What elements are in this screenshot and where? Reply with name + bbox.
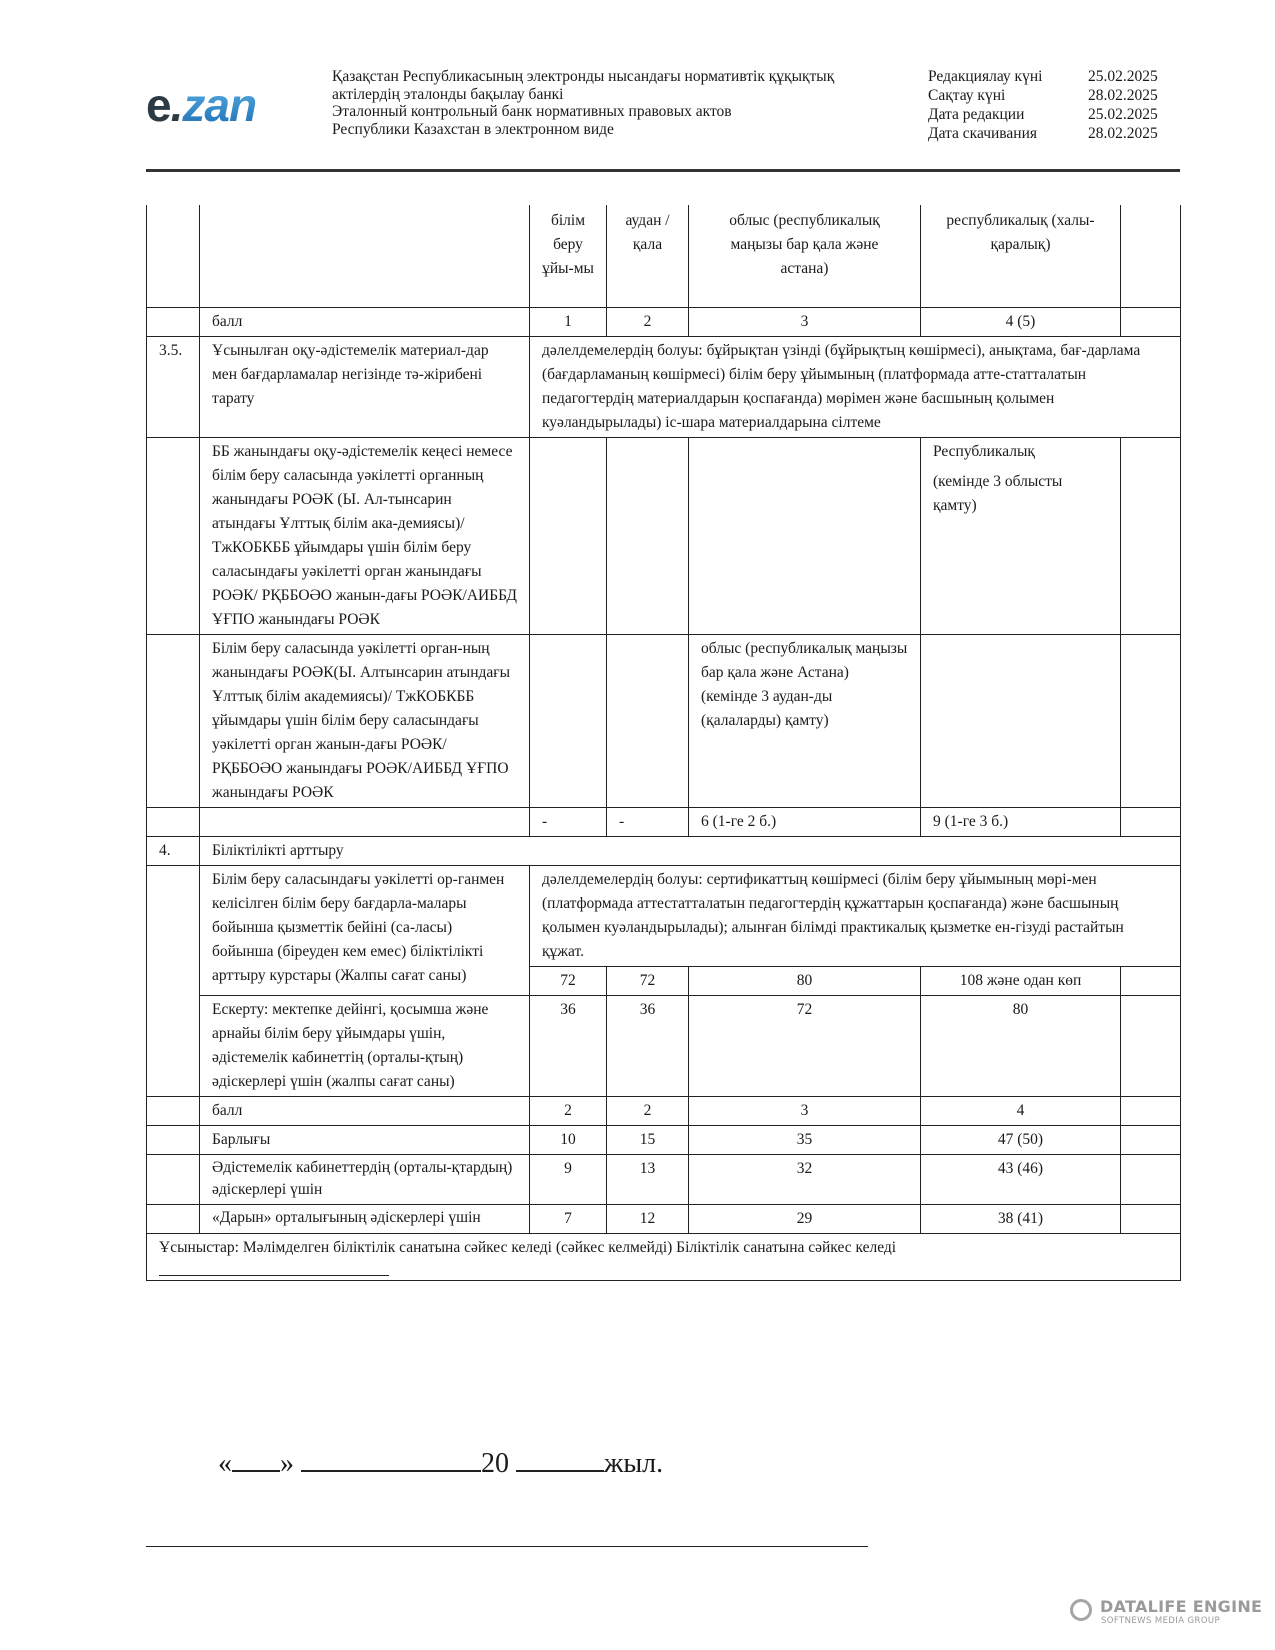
cell-empty <box>147 865 200 1096</box>
score-value: - <box>607 807 689 836</box>
ezan-logo <box>146 78 256 132</box>
header-republic: республикалық (халы-қаралық) <box>921 205 1121 307</box>
date-label: Сақтау күні <box>928 87 1006 104</box>
total-label: «Дарын» орталығының әдіскерлері үшін <box>200 1204 530 1233</box>
month-blank[interactable] <box>301 1464 481 1472</box>
total-value: 29 <box>689 1204 921 1233</box>
year-prefix: 20 <box>481 1448 509 1479</box>
score-value: 3 <box>689 1096 921 1125</box>
total-value: 15 <box>607 1125 689 1154</box>
criteria-table <box>146 205 1181 1281</box>
hours-value: 72 <box>607 966 689 995</box>
header-title-line: актілердің эталонды бақылау банкі <box>332 85 564 103</box>
total-row <box>147 1125 1181 1154</box>
date-row <box>928 86 1158 105</box>
cell-empty <box>1121 1204 1181 1233</box>
score-value: 2 <box>607 307 689 336</box>
date-row <box>928 105 1158 124</box>
cell-empty <box>1121 437 1181 634</box>
total-row <box>147 1154 1181 1204</box>
total-value: 13 <box>607 1154 689 1204</box>
section-number: 3.5. <box>147 336 200 437</box>
region-cell: облыс (республикалық маңызы бар қала және Астана) (кемінде 3 аудан-ды (қалаларды) қамту) <box>689 634 921 807</box>
datalife-logo-icon <box>1070 1599 1092 1621</box>
recommendations-blank[interactable] <box>159 1265 389 1276</box>
score-row <box>147 307 1181 336</box>
watermark-sub: SOFTNEWS MEDIA GROUP <box>1101 1616 1221 1626</box>
row-description: Білім беру саласында уәкілетті орган-ның жанындағы РОӘК(Ы. Алтынсарин атындағы Ұлттық білім академиясы)/ ТжКОБКББ ұйымдары үшін білім беру саласындағы уәкілетті орган жанын-дағы РОӘК/ РҚББОӘО жанындағы РОӘК/АИББД ҰҒПО жанындағы РОӘК <box>200 634 530 807</box>
section-3-5-authority-row <box>147 634 1181 807</box>
cell-empty <box>1121 634 1181 807</box>
score-value: 2 <box>607 1096 689 1125</box>
signature-line[interactable] <box>146 1546 868 1547</box>
cell-empty <box>1121 205 1181 307</box>
score-value: 4 (5) <box>921 307 1121 336</box>
hours-value: 72 <box>689 995 921 1096</box>
cell-empty <box>1121 307 1181 336</box>
cell-empty <box>200 807 530 836</box>
logo-zan: zan <box>182 79 257 131</box>
total-value: 9 <box>530 1154 607 1204</box>
section-evidence: дәлелдемелердің болуы: сертификаттың көшірмесі (білім беру ұйымының мөрі-мен (платформада аттестатталатын педагогтердің құжаттарын қоспағанда) және басшының қолымен куәландырылады); алынған білімді практикалық қызметке ен-гізуді растайтын құжат. <box>530 865 1181 966</box>
cell-empty <box>147 205 200 307</box>
hours-value: 80 <box>921 995 1121 1096</box>
cell-empty <box>147 1204 200 1233</box>
section-3-5-council-row <box>147 437 1181 634</box>
total-value: 12 <box>607 1204 689 1233</box>
date-value: 28.02.2025 <box>1088 87 1158 104</box>
header-dates <box>928 67 1158 143</box>
section-evidence: дәлелдемелердің болуы: бұйрықтан үзінді (бұйрықтың көшірмесі), анықтама, бағ-дарлама (бағдарламаның көшірмесі) білім беру ұйымының (платформада атте-статталатын педагогтердің материалдарын қоспағанда) мөрімен және басшының қолымен куәландырылады) іс-шара материалдарына сілтеме <box>530 336 1181 437</box>
header-district: аудан /қала <box>607 205 689 307</box>
total-label: Барлығы <box>200 1125 530 1154</box>
cell-empty <box>147 634 200 807</box>
total-value: 35 <box>689 1125 921 1154</box>
cell-empty <box>1121 1096 1181 1125</box>
total-value: 7 <box>530 1204 607 1233</box>
section-number: 4. <box>147 836 200 865</box>
header-title <box>332 68 834 138</box>
day-blank[interactable] <box>232 1464 280 1472</box>
section-4-courses-row <box>147 865 1181 966</box>
republic-coverage: (кемінде 3 облысты қамту) <box>933 472 1063 514</box>
score-label: балл <box>200 307 530 336</box>
logo-dot: . <box>170 79 183 131</box>
date-row <box>928 124 1158 143</box>
date-value: 25.02.2025 <box>1088 106 1158 123</box>
hours-value: 80 <box>689 966 921 995</box>
cell-empty <box>147 807 200 836</box>
score-value: 1 <box>530 307 607 336</box>
cell-empty <box>147 307 200 336</box>
date-value: 28.02.2025 <box>1088 125 1158 142</box>
total-value: 32 <box>689 1154 921 1204</box>
cell-empty <box>147 1154 200 1204</box>
recommendations-row <box>147 1233 1181 1280</box>
cell-empty <box>689 437 921 634</box>
hours-value: 36 <box>530 995 607 1096</box>
header-title-line: Республики Казахстан в электронном виде <box>332 120 614 138</box>
hours-value: 36 <box>607 995 689 1096</box>
score-value: 4 <box>921 1096 1121 1125</box>
year-suffix: жыл. <box>604 1448 664 1479</box>
section-4-score-row <box>147 1096 1181 1125</box>
cell-empty <box>530 634 607 807</box>
cell-empty <box>1121 1125 1181 1154</box>
total-value: 38 (41) <box>921 1204 1121 1233</box>
score-value: 3 <box>689 307 921 336</box>
cell-empty <box>1121 1154 1181 1204</box>
header-divider <box>146 169 1180 172</box>
row-description: Білім беру саласындағы уәкілетті ор-ганмен келісілген білім беру бағдарла-малары бойынша қызметтік бейіні (са-ласы) бойынша (біреуден кем емес) біліктілікті арттыру курстары (Жалпы сағат саны) <box>200 865 530 995</box>
hours-value: 108 және одан көп <box>921 966 1121 995</box>
date-value: 25.02.2025 <box>1088 68 1158 85</box>
section-title: Біліктілікті арттыру <box>200 836 1181 865</box>
watermark-name: DATALIFE ENGINE <box>1100 1597 1263 1616</box>
header-title-line: Қазақстан Республикасының электронды нысандағы нормативтік құқықтық <box>332 68 835 85</box>
cell-empty <box>1121 807 1181 836</box>
section-3-5-score-row <box>147 807 1181 836</box>
score-label: балл <box>200 1096 530 1125</box>
republic-cell <box>921 437 1121 634</box>
total-value: 43 (46) <box>921 1154 1121 1204</box>
republic-level: Республикалық <box>933 442 1035 460</box>
total-label: Әдістемелік кабинеттердің (орталы-қтардың) әдіскерлері үшін <box>200 1154 530 1204</box>
recommendations-cell <box>147 1233 1181 1280</box>
section-4-row <box>147 836 1181 865</box>
header-title-line: Эталонный контрольный банк нормативных правовых актов <box>332 103 732 120</box>
header-org: білім беру ұйы-мы <box>530 205 607 307</box>
score-value: 2 <box>530 1096 607 1125</box>
date-label: Дата скачивания <box>928 125 1038 142</box>
total-value: 47 (50) <box>921 1125 1121 1154</box>
total-value: 10 <box>530 1125 607 1154</box>
cell-empty <box>1121 995 1181 1096</box>
date-label: Дата редакции <box>928 106 1025 123</box>
date-row <box>928 67 1158 86</box>
cell-empty <box>607 437 689 634</box>
cell-empty <box>147 1096 200 1125</box>
cell-empty <box>921 634 1121 807</box>
cell-empty <box>1121 966 1181 995</box>
logo-e: e <box>146 79 171 131</box>
level-header-row <box>147 205 1181 307</box>
section-3-5-row <box>147 336 1181 437</box>
date-label: Редакциялау күні <box>928 68 1043 85</box>
cell-empty <box>530 437 607 634</box>
header-region: облыс (республикалық маңызы бар қала және астана) <box>689 205 921 307</box>
row-description: ББ жанындағы оқу-әдістемелік кеңесі немесе білім беру саласында уәкілетті органның жанындағы РОӘК (Ы. Ал-тынсарин атындағы Ұлттық білім ака-демиясы)/ ТжКОБКББ ұйымдары үшін білім беру саласындағы уәкілетті орган жанындағы РОӘК/ РҚББОӘО жанын-дағы РОӘК/АИББД ҰҒПО жанындағы РОӘК <box>200 437 530 634</box>
note-description: Ескерту: мектепке дейінгі, қосымша және арнайы білім беру ұйымдары үшін, әдістемелік кабинеттің (орталы-қтың) әдіскерлері үшін (жалпы сағат саны) <box>200 995 530 1096</box>
cell-empty <box>607 634 689 807</box>
total-row <box>147 1204 1181 1233</box>
cell-empty <box>147 1125 200 1154</box>
score-value: - <box>530 807 607 836</box>
close-quote: » <box>280 1448 294 1479</box>
recommendations-text: Ұсыныстар: Мәлімделген біліктілік санатына сәйкес келеді (сәйкес келмейді) Біліктілік санатына сәйкес келеді <box>159 1238 897 1256</box>
date-line <box>218 1448 663 1480</box>
score-value: 9 (1-ге 3 б.) <box>921 807 1121 836</box>
year-blank[interactable] <box>516 1464 604 1472</box>
open-quote: « <box>218 1448 232 1479</box>
cell-empty <box>200 205 530 307</box>
section-title: Ұсынылған оқу-әдістемелік материал-дар мен бағдарламалар негізінде тә-жірибені тарату <box>200 336 530 437</box>
cell-empty <box>147 437 200 634</box>
score-value: 6 (1-ге 2 б.) <box>689 807 921 836</box>
hours-value: 72 <box>530 966 607 995</box>
note-row <box>147 995 1181 1096</box>
